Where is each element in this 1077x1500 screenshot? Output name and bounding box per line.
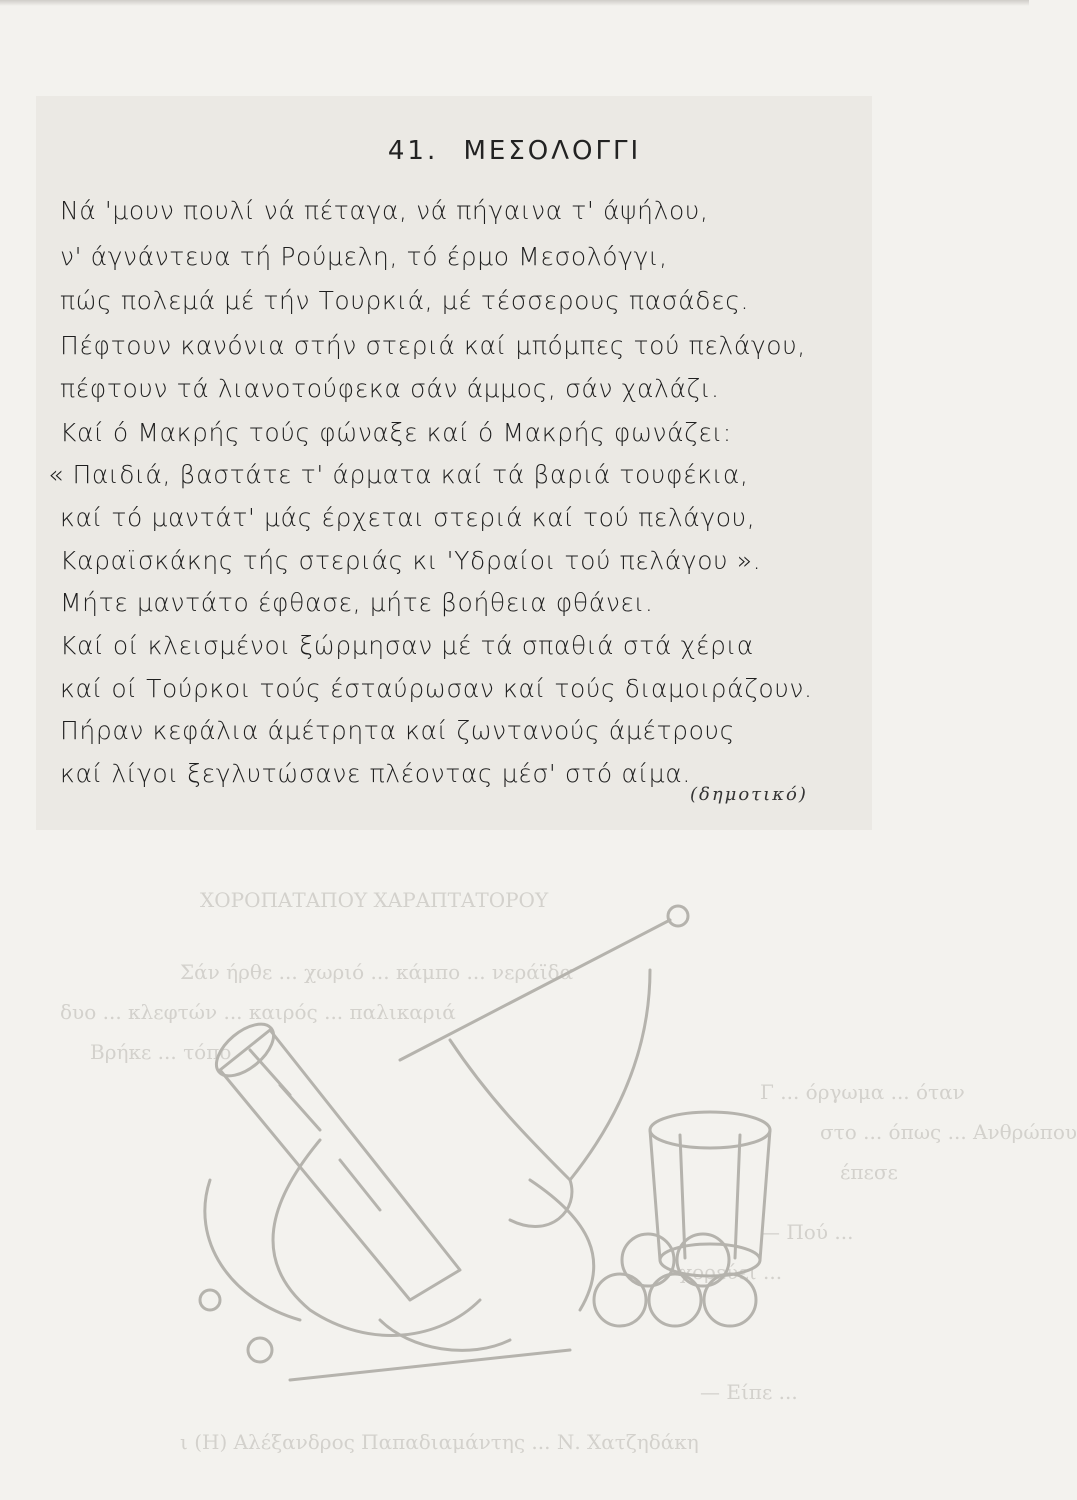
bleed-through-line: ι (Η) Αλέξανδρος Παπαδιαμάντης ... Ν. Χατζηδάκη [180,1430,699,1454]
verse-line: Καί ό Μακρής τούς φώναξε καί ό Μακρής φωνάζει: [60,418,732,447]
verse-line: Πέφτουν κανόνια στήν στεριά καί μπόμπες τού πελάγου, [60,331,806,360]
ornament-illustration [150,880,870,1400]
flag-pole-icon [400,920,670,1060]
verse-line: ν' άγνάντευα τή Ρούμελη, τό έρμο Μεσολόγγι, [60,242,668,271]
flag-cloth-icon [450,970,650,1180]
poem-heading [0,136,1029,166]
bleed-through-line: δυο ... κλεφτών ... καιρός ... παλικαριά [60,1000,456,1024]
bleed-through-line: Σάν ήρθε ... χωριό ... κάμπο ... νεράϊδα [180,960,574,984]
poem-source: (δημοτικό) [690,784,808,805]
verse-line: Μήτε μαντάτο έφθασε, μήτε βοήθεια φθάνει. [60,588,654,617]
telescope-icon [220,1030,460,1300]
verse-line: « Παιδιά, βαστάτε τ' άρματα καί τά βαριά τουφέκια, [48,460,749,489]
page-top-edge [0,0,1029,6]
verse-line: καί οί Τούρκοι τούς έσταύρωσαν καί τούς διαμοιράζουν. [60,674,813,703]
poem-title: ΜΕΣΟΛΟΓΓΙ [463,136,642,166]
bleed-through-line: έπεσε [840,1160,898,1184]
poem-number: 41. [387,136,439,166]
bleed-through-line: ΧΟΡΟΠΑΤΑΠΟΥ ΧΑΡΑΠΤΑΤΟΡΟΥ [200,888,549,912]
verse-line: Νά 'μουν πουλί νά πέταγα, νά πήγαινα τ' άψήλου, [60,196,709,225]
bleed-through-line: χορεύει ... [680,1260,783,1284]
bleed-through-line: — Είπε ... [700,1380,798,1404]
verse-line: Καί οί κλεισμένοι ξώρμησαν μέ τά σπαθιά στά χέρια [60,631,754,660]
verse-line: καί λίγοι ξεγλυτώσανε πλέοντας μέσ' στό αίμα. [60,759,691,788]
barrel-icon [650,1112,770,1276]
verse-line: Καραϊσκάκης τής στεριάς κι 'Υδραίοι τού πελάγου ». [60,546,762,575]
verse-line: πώς πολεμά μέ τήν Τουρκιά, μέ τέσσερους πασάδες. [60,286,750,315]
cannonballs-icon [200,1234,756,1362]
bleed-through-line: στο ... όπως ... Ανθρώπου [820,1120,1077,1144]
drape-icon [273,1140,480,1335]
verse-line: καί τό μαντάτ' μάς έρχεται στεριά καί τού πελάγου, [60,503,756,532]
bleed-through-line: Βρήκε ... τόπο [90,1040,232,1064]
bleed-through-line: Γ ... όργωμα ... όταν [760,1080,965,1104]
bleed-through-line: — Πού ... [760,1220,854,1244]
verse-line: Πήραν κεφάλια άμέτρητα καί ζωντανούς άμέτρους [60,716,735,745]
verse-line: πέφτουν τά λιανοτούφεκα σάν άμμος, σάν χαλάζι. [60,374,720,403]
